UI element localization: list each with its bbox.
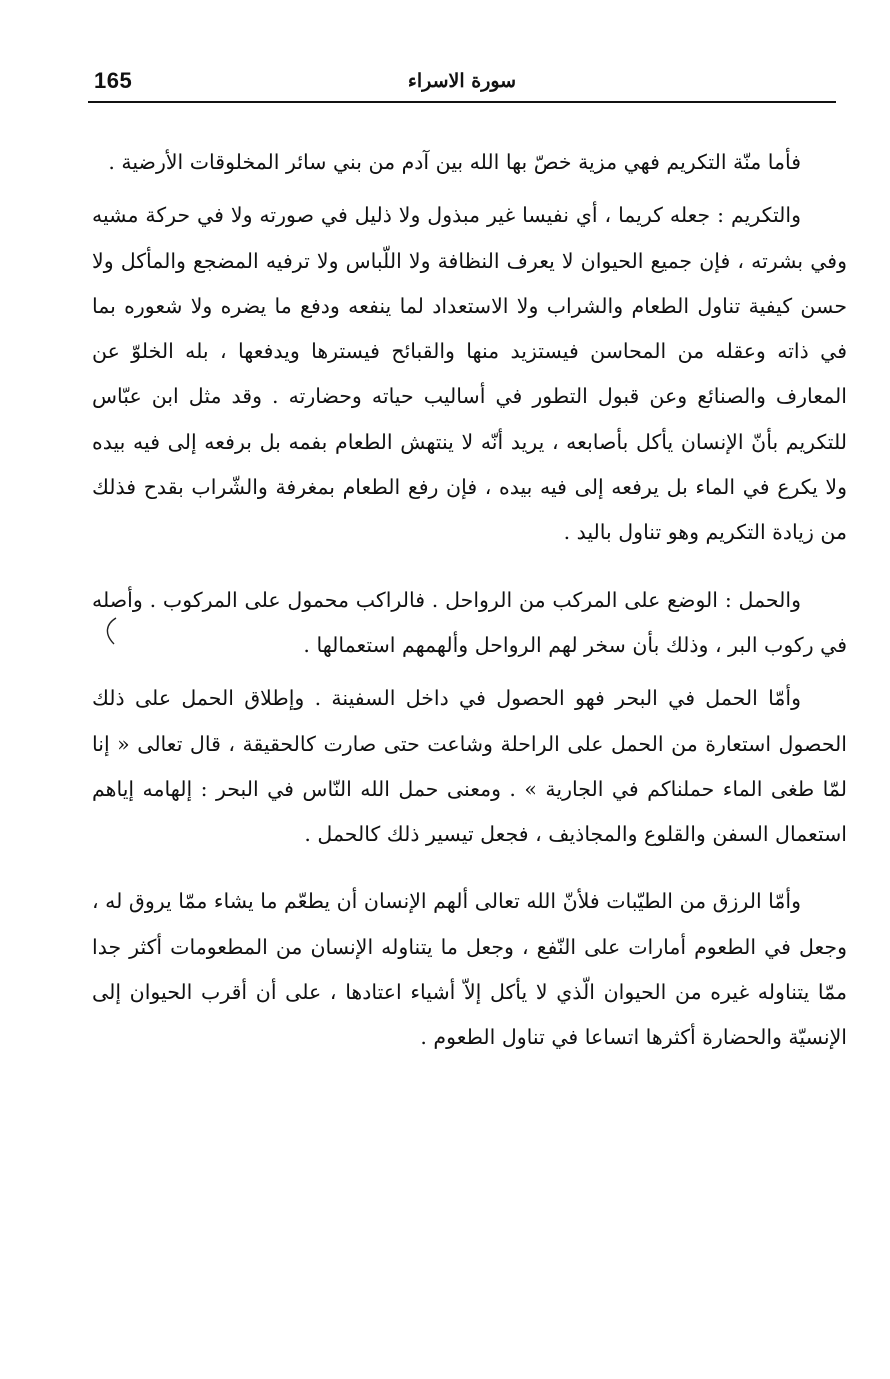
paragraph-4: وأمّا الحمل في البحر فهو الحصول في داخل السفينة . وإطلاق الحمل على ذلك الحصول استعارة من الحمل على الراحلة وشاعت حتى صارت كالحقيقة ، قال تعالى « إنا لمّا طغى الماء حملناكم في الجارية » . ومعنى حمل الله النّاس في البحر : إلهامه إياهم استعمال السفن والقلوع والمجاذيف ، فجعل تيسير ذلك كالحمل . — [92, 686, 847, 847]
paragraph-5: وأمّا الرزق من الطيّبات فلأنّ الله تعالى ألهم الإنسان أن يطعّم ما يشاء ممّا يروق له ، وجعل في الطعوم أمارات على النّفع ، وجعل ما يتناوله الإنسان من المطعومات أكثر جدا ممّا يتناوله غيره من الحيوان الّذي لا يأكل إلاّ أشياء اعتادها ، على أن أقرب الحيوان إلى الإنسيّة والحضارة أكثرها اتساعا في تناول الطعوم . — [92, 889, 847, 1050]
margin-mark-icon — [100, 616, 122, 646]
page-number: 165 — [94, 68, 133, 93]
paragraph-2: والتكريم : جعله كريما ، أي نفيسا غير مبذول ولا ذليل في صورته ولا في حركة مشيه وفي بشرته ، فإن جميع الحيوان لا يعرف النظافة ولا اللّباس ولا ترفيه المضجع والمأكل ولا حسن كيفية تناول الطعام والشراب ولا الاستعداد لما ينفعه ودفع ما يضره ولا شعوره بما في ذاته وعقله من المحاسن فيستزيد منها والقبائح فيسترها ويدفعها ، بله الخلوّ عن المعارف والصنائع وعن قبول التطور في أساليب حياته وحضارته . وقد مثل ابن عبّاس للتكريم بأنّ الإنسان يأكل بأصابعه ، يريد أنّه لا ينتهش الطعام بفمه بل برفعه إلى فيه بيده ولا يكرع في الماء بل يرفعه إلى فيه بيده ، فإن رفع الطعام بمغرفة والشّراب بقدح فذلك من زيادة التكريم وهو تناول باليد . — [92, 203, 847, 545]
paragraph-1: فأما منّة التكريم فهي مزية خصّ بها الله بين آدم من بني سائر المخلوقات الأرضية . — [108, 150, 801, 174]
paragraph-3: والحمل : الوضع على المركب من الرواحل . فالراكب محمول على المركوب . وأصله في ركوب البر ، وذلك بأن سخر لهم الرواحل وألهمهم استعمالها . — [92, 587, 847, 657]
running-title: سورة الاسراء — [407, 70, 517, 92]
page-header — [88, 64, 836, 100]
body-text — [92, 140, 847, 1061]
header-rule — [88, 101, 836, 103]
